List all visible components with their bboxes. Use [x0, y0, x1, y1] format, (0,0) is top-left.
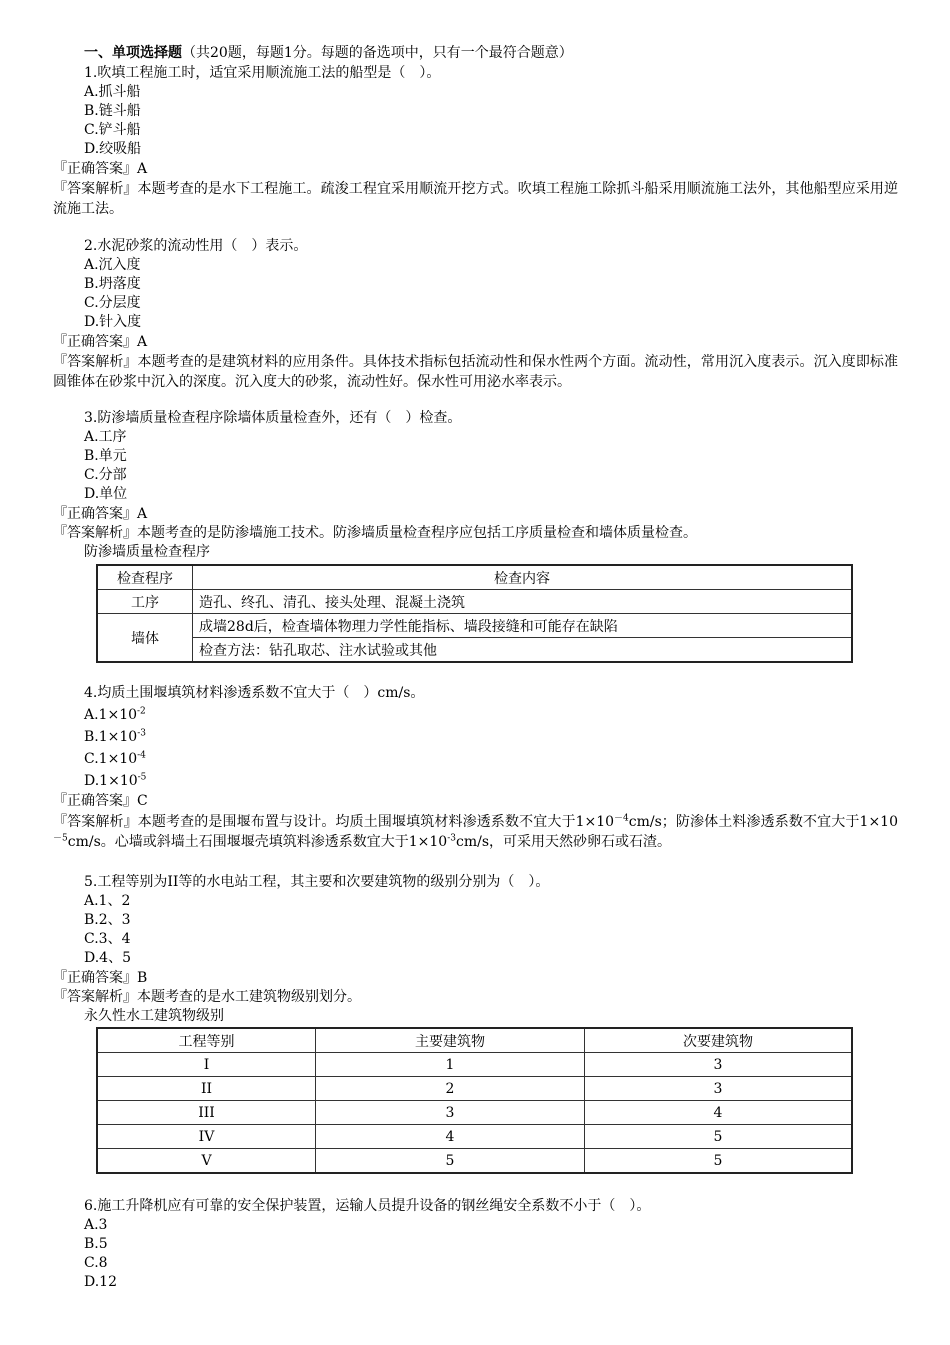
q5-table-title: 永久性水工建筑物级别: [84, 1008, 224, 1024]
q1-stem: 1.吹填工程施工时，适宜采用顺流施工法的船型是（ ）。: [84, 65, 441, 81]
table-cell: 4: [316, 1125, 585, 1149]
table-cell: I: [97, 1053, 316, 1077]
table-header-row: [97, 565, 852, 590]
table-header-cell: 检查内容: [193, 565, 853, 590]
table-cell: 墙体: [97, 614, 193, 663]
q5-stem: 5.工程等别为II等的水电站工程，其主要和次要建筑物的级别分别为（ ）。: [84, 874, 550, 890]
table-cell: 检查方法：钻孔取芯、注水试验或其他: [193, 638, 853, 663]
table-cell: 工序: [97, 590, 193, 614]
q3-option-c: C.分部: [84, 467, 127, 483]
table-cell: 5: [585, 1125, 853, 1149]
q2-option-c: C.分层度: [84, 295, 141, 311]
q5-option-a: A.1、2: [84, 893, 131, 909]
q1-analysis: 『答案解析』本题考查的是水下工程施工。疏浚工程宜采用顺流开挖方式。吹填工程施工除抓斗船采用顺流施工法外，其他船型应采用逆流施工法。: [53, 181, 898, 217]
q3-answer: 『正确答案』A: [53, 506, 148, 522]
q6-option-c: C.8: [84, 1255, 108, 1271]
table-cell: 1: [316, 1053, 585, 1077]
table-cell: 2: [316, 1077, 585, 1101]
q1-option-d: D.绞吸船: [84, 141, 142, 157]
q3-option-a: A.工序: [84, 429, 127, 445]
inspection-table: [96, 564, 853, 663]
table-cell: II: [97, 1077, 316, 1101]
table-cell: III: [97, 1101, 316, 1125]
building-grade-table: [96, 1027, 853, 1174]
q6-option-b: B.5: [84, 1236, 108, 1252]
q3-stem: 3.防渗墙质量检查程序除墙体质量检查外，还有（ ）检查。: [84, 410, 462, 426]
table-header-cell: 检查程序: [97, 565, 193, 590]
section-title: 一、单项选择题: [84, 45, 182, 61]
q5-answer: 『正确答案』B: [53, 970, 148, 986]
q5-option-b: B.2、3: [84, 912, 131, 928]
table-cell: 造孔、终孔、清孔、接头处理、混凝土浇筑: [193, 590, 853, 614]
q4-analysis: 『答案解析』本题考查的是围堰布置与设计。均质土围堰填筑材料渗透系数不宜大于$1\times 10^{-4}cm/s$；防渗体土料渗透系数不宜大于$1\times 10^{-5}cm/s$。心墙或斜墙土石围堰堰壳填筑料渗透系数宜大于$1\times 10^{-3}cm/s$，可采用天然砂卵石或石渣。: [53, 813, 898, 850]
q2-option-a: A.沉入度: [84, 257, 141, 273]
table-row: [97, 590, 852, 614]
table-cell: 3: [585, 1077, 853, 1101]
q1-option-a: A.抓斗船: [84, 84, 141, 100]
table-cell: 5: [316, 1149, 585, 1174]
q6-option-a: A.3: [84, 1217, 108, 1233]
table-header-cell: 次要建筑物: [585, 1028, 853, 1053]
table-cell: V: [97, 1149, 316, 1174]
q3-option-d: D.单位: [84, 486, 128, 502]
table-row: [97, 614, 852, 638]
q2-stem: 2.水泥砂浆的流动性用（ ）表示。: [84, 238, 308, 254]
q1-answer: 『正确答案』A: [53, 161, 148, 177]
q2-answer: 『正确答案』A: [53, 334, 148, 350]
table-cell: 5: [585, 1149, 853, 1174]
q2-option-d: D.针入度: [84, 314, 142, 330]
table-row: [97, 1149, 852, 1174]
section-note: （共20题，每题1分。每题的备选项中，只有一个最符合题意）: [182, 45, 573, 61]
table-row: [97, 638, 852, 663]
table-header-cell: 工程等别: [97, 1028, 316, 1053]
q5-option-c: C.3、4: [84, 931, 131, 947]
q6-stem: 6.施工升降机应有可靠的安全保护装置，运输人员提升设备的钢丝绳安全系数不小于（ ）。: [84, 1198, 651, 1214]
q4-option-d: $D.1\times 10^{-5}$: [84, 772, 147, 789]
table-row: [97, 1053, 852, 1077]
q3-table-title: 防渗墙质量检查程序: [84, 544, 210, 560]
table-cell: 成墙28d后，检查墙体物理力学性能指标、墙段接缝和可能存在缺陷: [193, 614, 853, 638]
section-heading: [84, 44, 573, 63]
q3-option-b: B.单元: [84, 448, 127, 464]
q4-answer: 『正确答案』C: [53, 793, 148, 809]
table-cell: 4: [585, 1101, 853, 1125]
q6-option-d: D.12: [84, 1274, 117, 1290]
table-row: [97, 1125, 852, 1149]
q4-option-a: $A.1\times 10^{-2}$: [84, 706, 146, 723]
table-row: [97, 1077, 852, 1101]
q5-option-d: D.4、5: [84, 950, 131, 966]
q1-option-b: B.链斗船: [84, 103, 141, 119]
table-cell: 3: [316, 1101, 585, 1125]
q4-option-c: $C.1\times 10^{-4}$: [84, 750, 146, 767]
q5-analysis: 『答案解析』本题考查的是水工建筑物级别划分。: [53, 989, 361, 1005]
table-row: [97, 1101, 852, 1125]
q1-option-c: C.铲斗船: [84, 122, 141, 138]
q2-option-b: B.坍落度: [84, 276, 141, 292]
q2-analysis: 『答案解析』本题考查的是建筑材料的应用条件。具体技术指标包括流动性和保水性两个方面。流动性，常用沉入度表示。沉入度即标准圆锥体在砂浆中沉入的深度。沉入度大的砂浆，流动性好。保水性可用泌水率表示。: [53, 354, 898, 390]
q3-analysis: 『答案解析』本题考查的是防渗墙施工技术。防渗墙质量检查程序应包括工序质量检查和墙体质量检查。: [53, 525, 697, 541]
table-cell: 3: [585, 1053, 853, 1077]
table-header-cell: 主要建筑物: [316, 1028, 585, 1053]
q4-option-b: $B.1\times 10^{-3}$: [84, 728, 146, 745]
table-header-row: [97, 1028, 852, 1053]
q4-stem: 4.均质土围堰填筑材料渗透系数不宜大于（ ）cm/s。: [84, 685, 425, 701]
table-cell: IV: [97, 1125, 316, 1149]
